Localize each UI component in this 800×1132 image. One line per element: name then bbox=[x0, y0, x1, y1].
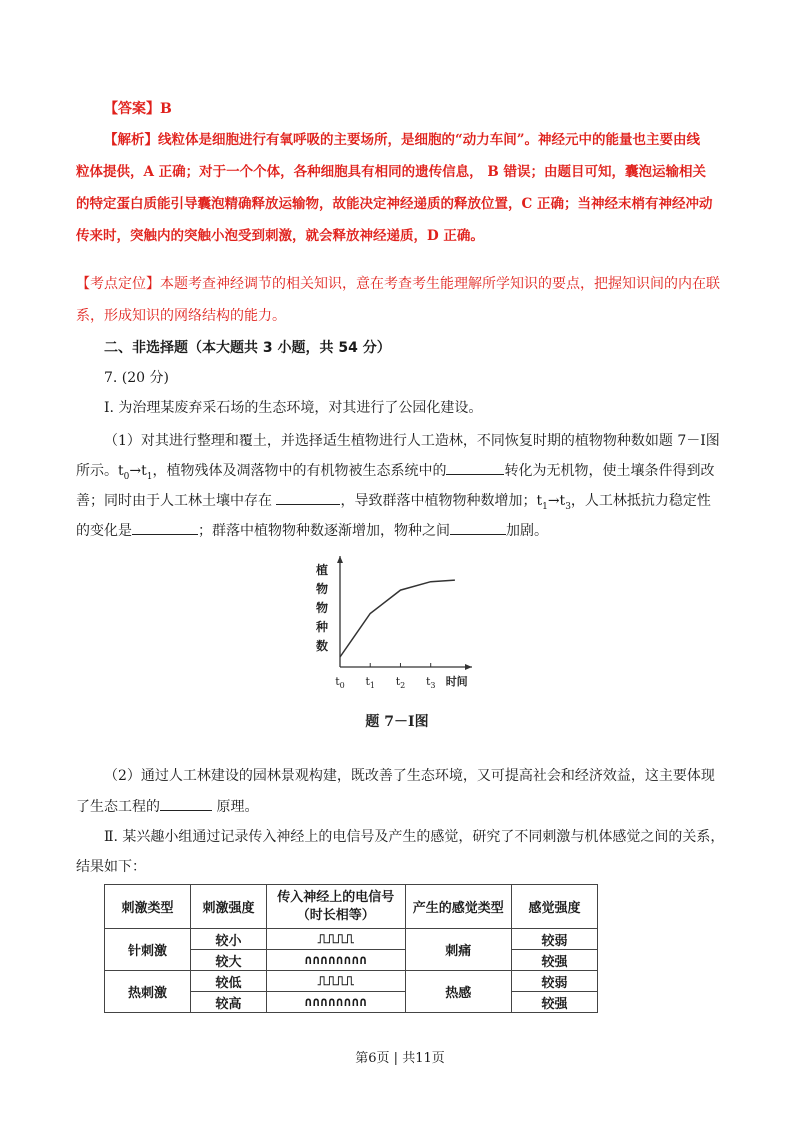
sensation-cell: 刺痛 bbox=[405, 929, 511, 971]
page-separator: | bbox=[389, 1051, 403, 1066]
analysis-line-2: 粒体提供，A 正确；对于一个个体，各种细胞具有相同的遗传信息， B 错误；由题目可知，囊泡运输相关 bbox=[76, 164, 706, 180]
blank-engineering-principle[interactable] bbox=[160, 796, 212, 811]
key-point-text-1: 本题考查神经调节的相关知识，意在考查考生能理解所学知识的要点，把握知识间的内在联 bbox=[160, 276, 720, 292]
blank-species-relation[interactable] bbox=[450, 520, 506, 535]
chart-caption: 题 7－Ⅰ图 bbox=[365, 714, 429, 730]
answer-value: B bbox=[160, 101, 172, 117]
analysis-line-4: 传来时，突触内的突触小泡受到刺激，就会释放神经递质，D 正确。 bbox=[76, 228, 484, 244]
y-label-char: 数 bbox=[315, 639, 329, 653]
signal-cell: ⎍⎍⎍⎍ bbox=[266, 971, 405, 992]
sensation-cell: 热感 bbox=[405, 971, 511, 1013]
q2-line-2: 了生态工程的 原理。 bbox=[76, 796, 258, 817]
header-stimulus-strength: 刺激强度 bbox=[191, 885, 267, 929]
header-sensation-type: 产生的感觉类型 bbox=[405, 885, 511, 929]
header-sensation-strength: 感觉强度 bbox=[511, 885, 597, 929]
x-tick-label: $t_2$ bbox=[395, 675, 406, 690]
signal-cell: ∩∩∩∩∩∩∩∩ bbox=[266, 992, 405, 1013]
blank-decomposer[interactable] bbox=[446, 460, 504, 475]
header-stimulus-type: 刺激类型 bbox=[105, 885, 191, 929]
x-tick-label: $t_1$ bbox=[365, 675, 375, 690]
table-row bbox=[105, 929, 598, 950]
part2-line-1: Ⅱ. 某兴趣小组通过记录传入神经上的电信号及产生的感觉，研究了不同刺激与机体感觉之间的关系， bbox=[104, 829, 725, 845]
answer-line bbox=[104, 99, 172, 119]
intensity-cell: 较弱 bbox=[511, 929, 597, 950]
question-number: 7. (20 分) bbox=[104, 370, 169, 386]
series-line bbox=[340, 580, 455, 657]
x-tick-label: $t_0$ bbox=[335, 675, 345, 690]
signal-cell: ⎍⎍⎍⎍ bbox=[266, 929, 405, 950]
x-tick-label: $t_3$ bbox=[425, 675, 436, 690]
page-number: 第6页 bbox=[355, 1051, 390, 1066]
page-footer bbox=[0, 1047, 800, 1066]
table-header-row bbox=[105, 885, 598, 929]
part2-line-2: 结果如下： bbox=[76, 859, 146, 875]
table-row bbox=[105, 971, 598, 992]
section-title: 二、非选择题（本大题共 3 小题，共 54 分） bbox=[104, 340, 391, 356]
y-label-char: 植 bbox=[315, 563, 329, 577]
chart-svg bbox=[312, 548, 482, 736]
header-signal: 传入神经上的电信号 （时长相等） bbox=[266, 885, 405, 929]
strength-cell: 较高 bbox=[191, 992, 267, 1013]
intensity-cell: 较强 bbox=[511, 992, 597, 1013]
stimulus-type-cell: 热刺激 bbox=[105, 971, 191, 1013]
analysis-line-1: 【解析】线粒体是细胞进行有氧呼吸的主要场所，是细胞的“动力车间”。神经元中的能量也主要由线 bbox=[104, 132, 701, 148]
y-label-char: 物 bbox=[315, 582, 329, 596]
x-axis-label: 时间 bbox=[445, 675, 468, 688]
page-total: 共11页 bbox=[402, 1051, 445, 1066]
answer-label: 【答案】 bbox=[104, 101, 160, 117]
species-chart bbox=[312, 548, 482, 736]
results-table bbox=[104, 884, 598, 1013]
key-point-line-2: 系，形成知识的网络结构的能力。 bbox=[76, 308, 286, 324]
strength-cell: 较大 bbox=[191, 950, 267, 971]
key-point-label: 【考点定位】 bbox=[76, 276, 160, 292]
analysis-line-3: 的特定蛋白质能引导囊泡精确释放运输物，故能决定神经递质的释放位置，C 正确；当神经末梢有神经冲动 bbox=[76, 196, 713, 212]
q1-line-4: 的变化是 ；群落中植物物种数逐渐增加，物种之间 加剧。 bbox=[76, 520, 548, 541]
stimulus-type-cell: 针刺激 bbox=[105, 929, 191, 971]
x-axis-arrow bbox=[465, 664, 472, 670]
q1-line-1: （1）对其进行整理和覆土，并选择适生植物进行人工造林，不同恢复时期的植物物种数如题 7－Ⅰ图 bbox=[104, 433, 720, 449]
strength-cell: 较低 bbox=[191, 971, 267, 992]
key-point-line-1 bbox=[76, 274, 720, 294]
intensity-cell: 较强 bbox=[511, 950, 597, 971]
strength-cell: 较小 bbox=[191, 929, 267, 950]
blank-stability-change[interactable] bbox=[132, 520, 198, 535]
y-label-char: 物 bbox=[315, 601, 329, 615]
part1-intro: Ⅰ. 为治理某废弃采石场的生态环境，对其进行了公园化建设。 bbox=[104, 400, 483, 416]
q1-line-2: 所示。$t_0\to t_1$，植物残体及凋落物中的有机物被生态系统中的 转化为无机物，使土壤条件得到改 bbox=[76, 460, 714, 487]
y-label-char: 种 bbox=[315, 620, 329, 634]
y-axis-arrow bbox=[337, 556, 343, 563]
blank-soil-factor[interactable] bbox=[276, 490, 340, 505]
q2-line-1: （2）通过人工林建设的园林景观构建，既改善了生态环境，又可提高社会和经济效益，这主要体现 bbox=[104, 768, 715, 784]
q1-line-3: 善；同时由于人工林土壤中存在 ，导致群落中植物物种数增加；$t_1\to t_3$，人工林抵抗力稳定性 bbox=[76, 490, 711, 517]
intensity-cell: 较弱 bbox=[511, 971, 597, 992]
signal-cell: ∩∩∩∩∩∩∩∩ bbox=[266, 950, 405, 971]
